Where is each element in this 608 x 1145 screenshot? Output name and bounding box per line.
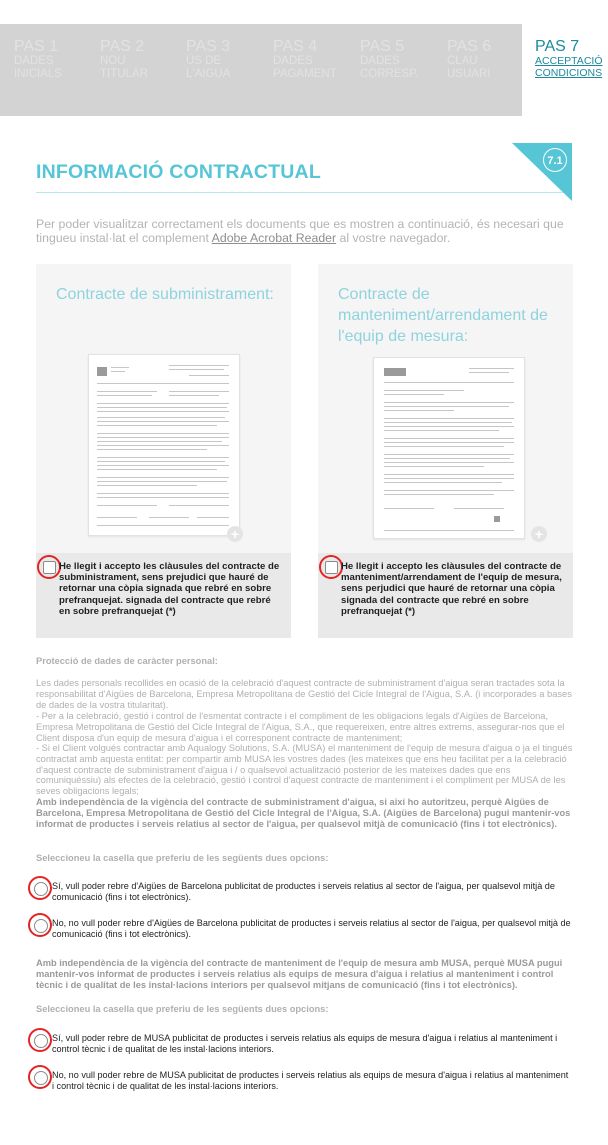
supply-contract-accept-label: He llegit i accepto les clàusules del contracte de subministrament, sens prejudici que hauré de retornar una còpia signada que rebré en sobre prefranquejat. signada del contracte que rebré en sobre prefranquejat (*) xyxy=(59,561,280,617)
step-progress-bar xyxy=(0,24,608,116)
step-number: PAS 2 xyxy=(100,38,145,55)
agbar-yes-label: Sí, vull poder rebre d'Aigües de Barcelona publicitat de productes i serveis relatius al sector de l'aigua, per qualsevol mitjà de comunicació (fins i tot electrònics). xyxy=(52,881,555,902)
step-2[interactable] xyxy=(100,38,184,81)
step-7-active[interactable] xyxy=(535,38,607,79)
step-label: CONDICIONS xyxy=(535,67,603,79)
musa-consent-intro: Amb independència de la vigència del contracte de manteniment de l'equip de mesura amb MUSA, perquè MUSA pugui mantenir-vos informat de productes i serveis relatius als equips de mesura d'aigua i relatius al manteniment i control tècnic i de qualitat de les instal·lacions interiors per qualsevol mitjans de comunicació (fins i tot electrònics). xyxy=(36,958,563,990)
musa-advertising-yes-option[interactable] xyxy=(34,1031,579,1057)
acrobat-reader-link[interactable]: Adobe Acrobat Reader xyxy=(211,231,337,245)
maintenance-contract-document-thumbnail[interactable] xyxy=(373,357,525,539)
step-label: PAGAMENT xyxy=(273,68,337,80)
highlight-circle-annotation xyxy=(28,1065,52,1089)
highlight-circle-annotation xyxy=(28,913,52,937)
highlight-circle-annotation xyxy=(28,1028,52,1052)
privacy-paragraph-2: - Per a la celebració, gestió i control de l'esmentat contracte i el compliment de les obligacions legals d'Aigües de Barcelona, Empresa Metropolitana de Gestió del Cicle Integral de l'Aigua, S.A., que requereixen, entre altres extrems, assegurar-nos que el Client disposa d'un equip de mesura d'aigua i el corresponent contracte de manteniment; xyxy=(36,711,565,743)
step-label: L'AIGUA xyxy=(186,68,231,80)
completed-steps-area xyxy=(0,24,522,116)
title-divider xyxy=(36,192,572,193)
step-label: USUARI xyxy=(447,68,491,80)
highlight-circle-annotation xyxy=(28,876,52,900)
privacy-heading: Protecció de dades de caràcter personal: xyxy=(36,656,218,666)
step-label: ÚS DE xyxy=(186,55,222,67)
step-5[interactable] xyxy=(360,38,444,81)
step-4[interactable] xyxy=(273,38,357,81)
agbar-advertising-no-option[interactable] xyxy=(34,916,579,942)
highlight-circle-annotation xyxy=(319,555,343,579)
privacy-paragraph-1: Les dades personals recollides en ocasió de la celebració d'aquest contracte de subministrament d'aigua seran tractades sota la responsabilitat d'Aigües de Barcelona, Empresa Metropolitana de Gestió del Cicle Integral de l'Aigua, S.A. (i incorporades a bases de dades de la vostra titularitat). xyxy=(36,678,572,710)
step-label: TITULAR xyxy=(100,68,148,80)
step-3[interactable] xyxy=(186,38,270,81)
supply-contract-panel xyxy=(36,264,291,638)
maintenance-contract-accept-label: He llegit i accepto les clàusules del contracte de manteniment/arrendament de l'equip de mesura, sens perjudici que hauré de retornar una còpia signada del contracte que rebré en sobre prefranquejat (*) xyxy=(341,561,562,617)
maintenance-contract-panel xyxy=(318,264,573,638)
step-number: PAS 6 xyxy=(447,38,492,55)
agbar-select-prompt: Seleccioneu la casella que preferiu de les següents dues opcions: xyxy=(36,853,329,863)
step-number: PAS 7 xyxy=(535,38,580,55)
step-number: PAS 1 xyxy=(14,38,59,55)
step-label: DADES xyxy=(273,55,313,67)
highlight-circle-annotation xyxy=(37,555,61,579)
agbar-consent-intro: Amb independència de la vigència del contracte de subministrament d'aigua, si així ho autoritzeu, perquè Aigües de Barcelona, Empresa Metropolitana de Gestió del Cicle Integral de l'Aigua, S.A. (Aigües de Barcelona) pugui mantenir-vos informat de productes i serveis relatius al sector de l'aigua, per qualsevol mitjà de comunicació (fins i tot electrònics). xyxy=(36,797,571,829)
step-number: PAS 5 xyxy=(360,38,405,55)
step-1[interactable] xyxy=(14,38,98,81)
musa-no-label: No, no vull poder rebre de MUSA publicitat de productes i serveis relatius als equips de mesura d'aigua i relatius al manteniment i control tècnic i de qualitat de les instal·lacions interiors. xyxy=(52,1070,569,1091)
step-label: NOU xyxy=(100,55,126,67)
maintenance-contract-title: Contracte de manteniment/arrendament de l'equip de mesura: xyxy=(338,286,548,345)
supply-contract-accept-box xyxy=(36,553,291,638)
zoom-plus-icon[interactable]: + xyxy=(531,526,547,542)
musa-advertising-no-option[interactable] xyxy=(34,1068,579,1094)
step-label: CLAU xyxy=(447,55,478,67)
supply-contract-title: Contracte de subministrament: xyxy=(56,286,274,303)
zoom-plus-icon[interactable]: + xyxy=(227,526,243,542)
step-6[interactable] xyxy=(447,38,531,81)
step-label: DADES xyxy=(14,55,54,67)
musa-yes-label: Sí, vull poder rebre de MUSA publicitat de productes i serveis relatius als equips de mesura d'aigua i relatius al manteniment i control tècnic i de qualitat de les instal·lacions interiors. xyxy=(52,1033,558,1054)
step-label: CORRESP. xyxy=(360,68,419,80)
intro-text-after: al vostre navegador. xyxy=(336,231,451,245)
musa-select-prompt: Seleccioneu la casella que preferiu de les següents dues opcions: xyxy=(36,1004,329,1014)
step-label: ACCEPTACIÓ xyxy=(535,55,603,67)
page-title: INFORMACIÓ CONTRACTUAL xyxy=(36,161,321,183)
agbar-advertising-yes-option[interactable] xyxy=(34,879,579,905)
agbar-no-label: No, no vull poder rebre d'Aigües de Barcelona publicitat de productes i serveis relatius al sector de l'aigua, per qualsevol mitjà de comunicació (fins i tot electrònics). xyxy=(52,918,571,939)
step-label: DADES xyxy=(360,55,400,67)
intro-text-before: Per poder visualitzar correctament els documents que es mostren a continuació, és necesari que tingueu instal·lat el complement xyxy=(36,217,564,245)
privacy-paragraph-3: - Si el Client volgués contractar amb Aqualogy Solutions, S.A. (MUSA) el manteniment de l'equip de mesura d'aigua o ja el tingués contractat amb aquesta entitat: per compartir amb MUSA les vostres dades (les mateixes que ens heu facilitat per a la celebració d'aquest contracte de subministrament d'aigua i / o qualsevol actualització posterior de les mateixes dades que ens comuniquéssiu) als efectes de la celebració, gestió i control d'aquest contracte de manteniment i el compliment per MUSA de les seves obligacions legals; xyxy=(36,743,573,797)
section-number-badge: 7.1 xyxy=(543,148,567,172)
step-label: INICIALS xyxy=(14,68,62,80)
intro-text xyxy=(36,217,576,245)
maintenance-contract-accept-box xyxy=(318,553,573,638)
step-number: PAS 3 xyxy=(186,38,231,55)
step-number: PAS 4 xyxy=(273,38,318,55)
supply-contract-document-thumbnail[interactable] xyxy=(88,354,240,536)
